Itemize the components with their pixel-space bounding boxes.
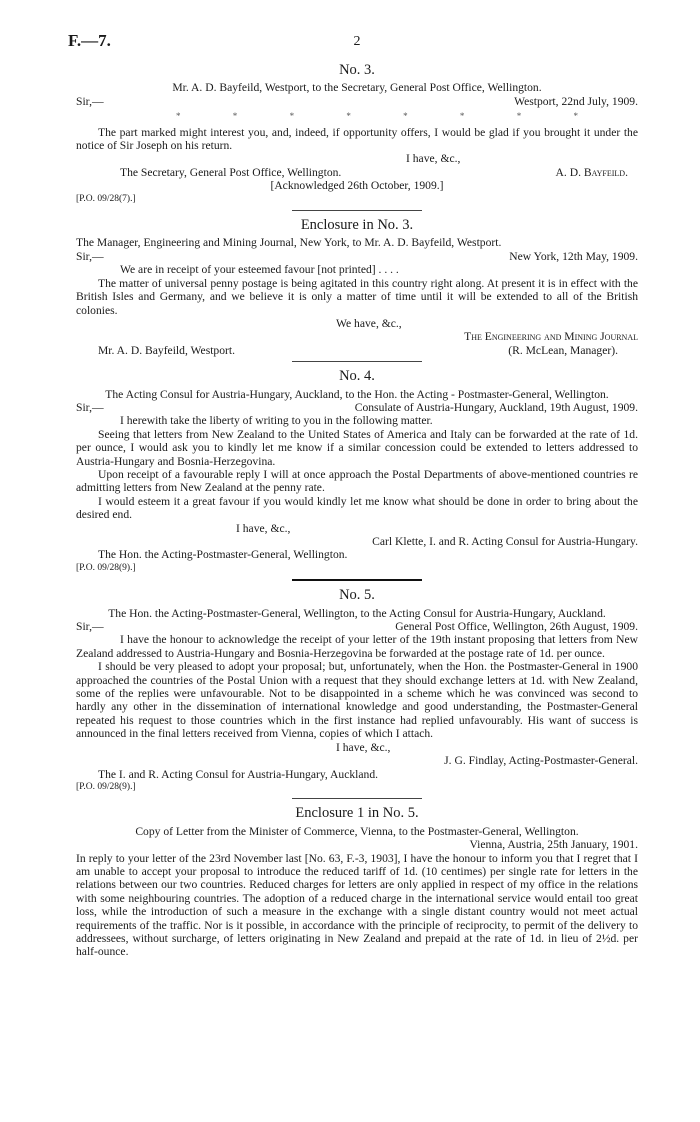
place-date: Westport, 22nd July, 1909. [514, 94, 638, 108]
signature: J. G. Findlay, Acting-Postmaster-General. [444, 754, 638, 768]
enclosure-no3 [76, 219, 638, 357]
signature: A. D. Bayfeild. [555, 165, 628, 179]
section-title: No. 4. [339, 368, 375, 385]
from-line: Mr. A. D. Bayfeild, Westport, to the Secretary, General Post Office, Wellington. [172, 81, 542, 95]
body-paragraph: The part marked might interest you, and, indeed, if opportunity offers, I would be glad if you brought it under the notice of Sir Joseph on his return. [76, 125, 638, 153]
place-date: Consulate of Austria-Hungary, Auckland, 19th August, 1909. [354, 400, 638, 414]
divider [292, 361, 422, 362]
letter-no5 [76, 589, 638, 799]
addressee-row [76, 344, 638, 357]
addressee: The I. and R. Acting Consul for Austria-Hungary, Auckland. [98, 767, 379, 781]
closing: We have, &c., [336, 316, 402, 330]
divider [292, 579, 422, 581]
reference: [P.O. 09/28(9).] [76, 781, 136, 792]
page-number: 2 [353, 34, 361, 49]
salutation-row [76, 95, 638, 108]
closing: I have, &c., [406, 152, 461, 166]
document-code: F.—7. [68, 31, 111, 50]
body-paragraph: I herewith take the liberty of writing to you in the following matter. [120, 414, 433, 428]
section-title: Enclosure 1 in No. 5. [295, 805, 419, 822]
signature: The Engineering and Mining Journal [464, 330, 638, 344]
salutation-row [76, 620, 638, 633]
from-line: The Manager, Engineering and Mining Journal, New York, to Mr. A. D. Bayfeild, Westport. [76, 236, 502, 250]
section-title: No. 3. [339, 62, 375, 78]
salutation: Sir,— [76, 400, 104, 414]
acknowledged-note: [Acknowledged 26th October, 1909.] [270, 179, 444, 193]
reference: [P.O. 09/28(9).] [76, 562, 136, 573]
body-paragraph: We are in receipt of your esteemed favour [not printed] . . . . [120, 263, 399, 277]
closing: I have, &c., [236, 521, 291, 535]
signature: (R. McLean, Manager). [508, 343, 618, 357]
body-paragraph: I have the honour to acknowledge the receipt of your letter of the 19th instant proposing that letters from New Zealand addressed to Austria-Hungary and Bosnia-Herzegovina be forwarded at the postage rate of 1d. per ounce. [76, 633, 638, 660]
salutation: Sir,— [76, 94, 104, 108]
enclosure-no5 [76, 807, 638, 958]
body-paragraph: The matter of universal penny postage is being agitated in this country right along. At present it is in effect with the British Isles and Germany, and we believe it is only a matter of time until it will be extended to all of the British colonies. [76, 276, 638, 317]
body-paragraph: Upon receipt of a favourable reply I will at once approach the Postal Departments of above-mentioned countries re admitting letters from New Zealand at the penny rate. [76, 467, 638, 495]
addressee-row [76, 166, 638, 179]
addressee: The Secretary, General Post Office, Wellington. [120, 165, 342, 179]
section-title: No. 5. [339, 587, 375, 604]
letter-no4 [76, 361, 638, 581]
body-paragraph: In reply to your letter of the 23rd November last [No. 63, F.-3, 1903], I have the honour to inform you that I regret that I am unable to accept your proposal to introduce the reduced tariff of 1d. (10 centimes) per single rate for letters in the relations between our two countries. Reduced charges for letters are only applied in respect of my office in the relations with some neighbouring countries. The adoption of a reduced charge in the international service would entail too great loss, while the introduction of such a measure in the exchange with a single distant country would not meet actual requirements of the traffic. Nor is it possible, in accordance with the principle of reciprocity, to permit of the delivery to addressees, without surcharge, of letters originating in New Zealand and prepaid at the rate of 1d. in lieu of 2½d. per half-ounce. [76, 851, 638, 959]
reference: [P.O. 09/28(7).] [76, 193, 136, 204]
divider [292, 210, 422, 211]
from-line: Copy of Letter from the Minister of Commerce, Vienna, to the Postmaster-General, Wellington. [135, 824, 579, 838]
letter-no3 [76, 64, 638, 211]
salutation-row [76, 250, 638, 263]
from-line: The Hon. the Acting-Postmaster-General, Wellington, to the Acting Consul for Austria-Hungary, Auckland. [108, 606, 606, 620]
addressee: Mr. A. D. Bayfeild, Westport. [98, 343, 236, 357]
section-title: Enclosure in No. 3. [300, 217, 414, 234]
document-page [68, 30, 638, 959]
place-date: New York, 12th May, 1909. [509, 249, 638, 263]
body-paragraph: Seeing that letters from New Zealand to the United States of America and Italy can be forwarded at the rate of 1d. per ounce, I would ask you to kindly let me know if a similar concession could be extended to letters addressed to Austria-Hungary and Bosnia-Herzegovina. [76, 427, 638, 468]
closing: I have, &c., [336, 740, 391, 754]
place-date: General Post Office, Wellington, 26th August, 1909. [395, 620, 638, 634]
divider [292, 798, 422, 799]
body-paragraph: I should be very pleased to adopt your proposal; but, unfortunately, when the Hon. the Postmaster-General in 1900 approached the countries of the Postal Union with a request that they should exchange letters at 1d. with New Zealand, some of the replies were unfavourable. Not to be disappointed in a scheme which he was convinced was second to hardly any other in the dissemination of international knowledge and good understanding, the Postmaster-General repeated his request to those countries which in the first instance had replied unfavourably. His want of success is announced in the final letters received from Vienna, copies of which I attach. [76, 660, 638, 741]
salutation: Sir,— [76, 620, 104, 634]
from-line: The Acting Consul for Austria-Hungary, Auckland, to the Hon. the Acting - Postmaster-General, Wellington. [105, 387, 609, 401]
salutation: Sir,— [76, 249, 104, 263]
page-header [68, 30, 638, 56]
addressee: The Hon. the Acting-Postmaster-General, Wellington. [98, 548, 348, 562]
signature: Carl Klette, I. and R. Acting Consul for Austria-Hungary. [372, 535, 638, 548]
salutation-row [76, 401, 638, 414]
omission-stars: * * * * * * * * [176, 111, 578, 122]
place-date: Vienna, Austria, 25th January, 1901. [469, 838, 638, 852]
body-paragraph: I would esteem it a great favour if you would kindly let me know what should be done in order to bring about the desired end. [76, 494, 638, 522]
